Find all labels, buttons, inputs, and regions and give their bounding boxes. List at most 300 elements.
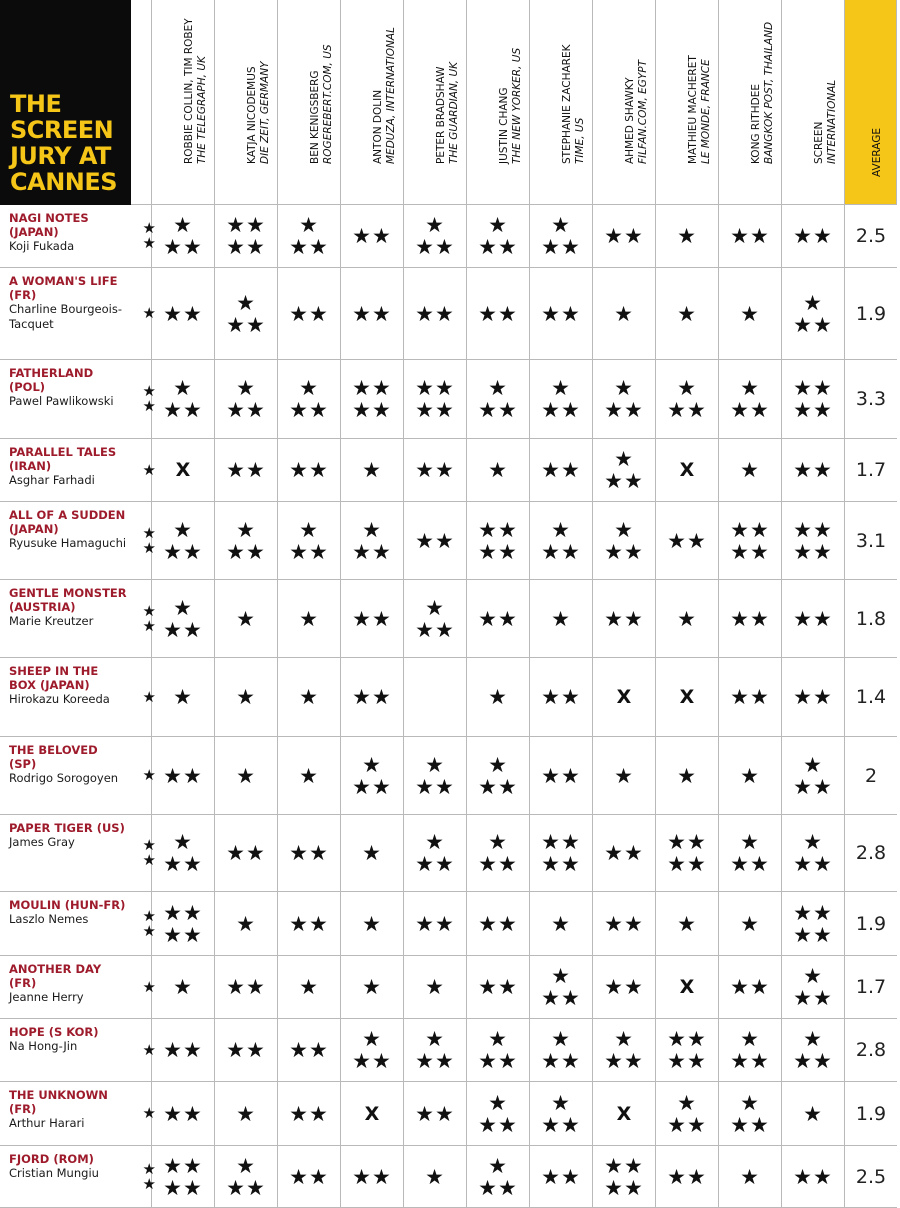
star-icon: ★ [624, 539, 644, 564]
rating-cell [719, 360, 782, 439]
film-label [0, 1082, 131, 1146]
star-icon: ★ [372, 539, 392, 564]
star-row [793, 686, 833, 708]
star-rating [226, 1039, 266, 1061]
star-icon: ★ [687, 852, 707, 876]
star-row [730, 853, 770, 875]
film-director: Rodrigo Sorogoyen [9, 771, 119, 785]
film-title: PAPER TIGER (US) [9, 821, 125, 835]
star-icon: ★ [677, 376, 697, 400]
star-rating [478, 377, 518, 421]
star-icon: ★ [142, 538, 156, 557]
star-icon: ★ [561, 458, 581, 482]
rating-cell [782, 815, 845, 892]
star-row [299, 686, 319, 708]
star-row [299, 519, 319, 541]
star-icon: ★ [793, 1164, 813, 1189]
rating-cell [278, 658, 341, 737]
star-icon: ★ [793, 376, 813, 400]
rating-cell [656, 956, 719, 1019]
rating-cell [593, 268, 656, 360]
average-label [871, 128, 884, 177]
film-title: ANOTHER DAY (FR) [9, 962, 102, 990]
star-row [163, 1103, 203, 1125]
star-icon: ★ [352, 539, 372, 564]
cropped-column-cell [131, 658, 156, 737]
rating-cell [152, 892, 215, 956]
film-director: Arthur Harari [9, 1116, 85, 1130]
star-icon: ★ [478, 1112, 498, 1137]
jury-title-block [0, 0, 131, 205]
star-row [551, 1028, 571, 1050]
star-row [362, 913, 382, 935]
rating-cell [593, 360, 656, 439]
star-icon: ★ [677, 1090, 697, 1115]
star-row [803, 831, 823, 853]
rating-cell [656, 737, 719, 815]
star-icon: ★ [478, 539, 498, 564]
star-rating [352, 303, 392, 325]
rating-cell [404, 580, 467, 658]
star-icon: ★ [435, 774, 455, 799]
star-icon: ★ [163, 1153, 183, 1178]
star-icon: ★ [793, 685, 813, 709]
star-icon: ★ [415, 301, 435, 326]
star-rating [730, 608, 770, 630]
star-row [740, 831, 760, 853]
star-rating [677, 608, 697, 630]
rating-cell [467, 502, 530, 580]
rating-cell [593, 815, 656, 892]
critic-header [152, 0, 215, 205]
average-cell: 1.9 [845, 268, 897, 360]
star-rating [541, 303, 581, 325]
star-rating [289, 842, 329, 864]
star-icon: ★ [425, 213, 445, 237]
star-icon: ★ [667, 830, 687, 854]
star-row [614, 303, 634, 325]
rating-cell [152, 205, 215, 268]
star-icon: ★ [183, 763, 203, 788]
critic-outlet: MEDUZA, INTERNATIONAL [385, 27, 397, 164]
star-row [551, 1092, 571, 1114]
star-row [740, 1092, 760, 1114]
star-icon: ★ [813, 774, 833, 799]
star-icon: ★ [183, 922, 203, 947]
rating-cell [341, 737, 404, 815]
star-rating [299, 686, 319, 708]
star-row [415, 1050, 455, 1072]
star-row [163, 1177, 203, 1199]
cropped-column-cell [131, 815, 156, 892]
star-row [163, 924, 203, 946]
star-icon: ★ [677, 606, 697, 631]
star-row [793, 776, 833, 798]
star-row [604, 541, 644, 563]
star-icon: ★ [488, 376, 508, 400]
star-icon: ★ [740, 301, 760, 326]
star-icon: ★ [667, 1164, 687, 1189]
star-rating [173, 976, 193, 998]
rating-cell [467, 205, 530, 268]
star-rating [677, 765, 697, 787]
x-mark-icon: X [679, 976, 695, 998]
star-rating [415, 459, 455, 481]
star-icon: ★ [163, 617, 183, 642]
film-director: Pawel Pawlikowski [9, 394, 114, 408]
critic-outlet: THE NEW YORKER, US [511, 47, 523, 164]
star-rating [793, 292, 833, 336]
star-row [226, 459, 266, 481]
star-icon: ★ [435, 1101, 455, 1126]
star-icon: ★ [142, 977, 156, 996]
rating-cell [656, 205, 719, 268]
star-icon: ★ [667, 1027, 687, 1051]
rating-cell [215, 1082, 278, 1146]
star-icon: ★ [561, 301, 581, 326]
rating-cell [593, 658, 656, 737]
star-icon: ★ [561, 986, 581, 1010]
star-row [730, 1114, 770, 1136]
star-icon: ★ [793, 606, 813, 631]
star-icon: ★ [183, 539, 203, 564]
rating-cell [719, 502, 782, 580]
star-icon: ★ [740, 1027, 760, 1051]
critic-outlet: ROGEREBERT.COM, US [322, 44, 334, 164]
rating-cell [719, 580, 782, 658]
star-row [478, 913, 518, 935]
rating-cell [782, 580, 845, 658]
star-icon: ★ [687, 398, 707, 422]
rating-cell [530, 892, 593, 956]
star-icon: ★ [624, 1175, 644, 1200]
star-row [226, 976, 266, 998]
star-rating [478, 913, 518, 935]
star-row [793, 902, 833, 924]
star-icon: ★ [246, 235, 266, 259]
star-icon: ★ [142, 1040, 156, 1059]
film-title: FATHERLAND (POL) [9, 366, 94, 394]
cropped-column-cell [131, 205, 156, 268]
critic-header [215, 0, 278, 205]
star-row [425, 597, 445, 619]
star-row [604, 1177, 644, 1199]
critic-label [498, 48, 524, 164]
star-rating [415, 214, 455, 258]
critic-header [278, 0, 341, 205]
star-rating [730, 1028, 770, 1072]
star-icon: ★ [163, 539, 183, 564]
star-row [236, 913, 256, 935]
star-rating [236, 686, 256, 708]
star-row [478, 303, 518, 325]
star-icon: ★ [299, 606, 319, 631]
star-row [299, 976, 319, 998]
star-icon: ★ [183, 235, 203, 259]
star-icon: ★ [289, 911, 309, 936]
star-rating [415, 1028, 455, 1072]
rating-cell [467, 1019, 530, 1082]
critic-header [593, 0, 656, 205]
film-title: MOULIN (HUN-FR) [9, 898, 126, 912]
star-row [488, 214, 508, 236]
star-rating [352, 1028, 392, 1072]
star-rating [740, 765, 760, 787]
star-icon: ★ [624, 469, 644, 493]
star-row [604, 225, 644, 247]
star-icon: ★ [362, 517, 382, 542]
rating-cell [467, 815, 530, 892]
cropped-column-cell [131, 439, 156, 502]
star-row [677, 377, 697, 399]
star-rating [362, 459, 382, 481]
rating-cell [404, 892, 467, 956]
star-rating [289, 1166, 329, 1188]
star-icon: ★ [289, 398, 309, 422]
rating-cell [656, 268, 719, 360]
star-icon: ★ [246, 1038, 266, 1062]
film-label [0, 658, 131, 737]
star-icon: ★ [667, 1049, 687, 1073]
star-icon: ★ [362, 841, 382, 865]
star-icon: ★ [478, 911, 498, 936]
star-row [740, 377, 760, 399]
star-icon: ★ [362, 975, 382, 999]
star-rating [793, 831, 833, 875]
rating-cell [593, 737, 656, 815]
star-icon: ★ [813, 900, 833, 925]
film-director: Laszlo Nemes [9, 912, 89, 926]
rating-cell [215, 360, 278, 439]
star-rating [478, 303, 518, 325]
rating-cell [467, 956, 530, 1019]
star-rating [604, 377, 644, 421]
star-row [415, 303, 455, 325]
critic-name: ANTON DOLIN [372, 89, 384, 164]
star-icon: ★ [226, 975, 246, 999]
star-icon: ★ [352, 685, 372, 709]
star-icon: ★ [236, 290, 256, 315]
star-row [740, 913, 760, 935]
star-icon: ★ [163, 398, 183, 422]
rating-cell [215, 658, 278, 737]
star-icon: ★ [309, 235, 329, 259]
x-mark-icon: X [616, 1102, 632, 1125]
critic-header [404, 0, 467, 205]
star-icon: ★ [425, 752, 445, 777]
rating-cell [341, 268, 404, 360]
star-icon: ★ [372, 301, 392, 326]
star-icon: ★ [478, 975, 498, 999]
star-icon: ★ [309, 301, 329, 326]
star-icon: ★ [478, 1049, 498, 1073]
star-rating [236, 765, 256, 787]
rating-cell [467, 737, 530, 815]
star-row [667, 831, 707, 853]
critic-header [719, 0, 782, 205]
star-rating [730, 976, 770, 998]
star-row [163, 303, 203, 325]
star-icon: ★ [309, 1038, 329, 1062]
rating-cell [593, 1082, 656, 1146]
star-icon: ★ [372, 774, 392, 799]
star-icon: ★ [803, 1101, 823, 1126]
star-icon: ★ [541, 763, 561, 788]
rating-cell [215, 956, 278, 1019]
star-icon: ★ [309, 398, 329, 422]
star-rating [541, 519, 581, 563]
star-row [667, 399, 707, 421]
star-row [604, 399, 644, 421]
star-icon: ★ [236, 685, 256, 709]
star-icon: ★ [813, 1164, 833, 1189]
star-row [803, 292, 823, 314]
rating-cell [404, 1146, 467, 1208]
star-icon: ★ [362, 752, 382, 777]
rating-cell [782, 658, 845, 737]
star-icon: ★ [793, 852, 813, 876]
rating-cell [530, 1146, 593, 1208]
star-icon: ★ [435, 1049, 455, 1073]
star-row [793, 541, 833, 563]
star-rating [226, 214, 266, 258]
star-row [226, 842, 266, 864]
star-row [604, 913, 644, 935]
rating-cell [719, 658, 782, 737]
star-icon: ★ [813, 1049, 833, 1073]
rating-cell [152, 580, 215, 658]
star-rating [730, 519, 770, 563]
star-icon: ★ [299, 517, 319, 542]
critic-label [561, 45, 587, 164]
critic-label [813, 80, 839, 164]
rating-cell [215, 502, 278, 580]
rating-cell [278, 737, 341, 815]
star-row [488, 377, 508, 399]
star-row [541, 399, 581, 421]
star-row [677, 303, 697, 325]
star-icon: ★ [740, 763, 760, 788]
critic-name: STEPHANIE ZACHAREK [561, 44, 573, 164]
star-icon: ★ [362, 458, 382, 482]
star-row [478, 976, 518, 998]
rating-cell [404, 737, 467, 815]
star-row [362, 519, 382, 541]
star-icon: ★ [289, 1164, 309, 1189]
star-rating [289, 459, 329, 481]
star-row [236, 608, 256, 630]
star-rating [163, 1103, 203, 1125]
star-icon: ★ [561, 852, 581, 876]
star-icon: ★ [614, 301, 634, 326]
star-icon: ★ [142, 1159, 156, 1178]
star-icon: ★ [561, 398, 581, 422]
star-rating [362, 976, 382, 998]
star-rating [289, 214, 329, 258]
star-icon: ★ [236, 1153, 256, 1178]
star-row [352, 776, 392, 798]
star-rating [793, 965, 833, 1009]
cropped-column-cell [131, 956, 156, 1019]
rating-cell [467, 580, 530, 658]
star-row [289, 541, 329, 563]
star-icon: ★ [415, 1049, 435, 1073]
star-row [352, 686, 392, 708]
star-icon: ★ [488, 1027, 508, 1051]
star-rating [415, 377, 455, 421]
star-row [163, 399, 203, 421]
star-row [163, 1039, 203, 1061]
star-icon: ★ [551, 911, 571, 936]
star-icon: ★ [750, 606, 770, 631]
star-icon: ★ [435, 235, 455, 259]
star-icon: ★ [687, 528, 707, 553]
rating-cell [278, 205, 341, 268]
star-icon: ★ [236, 606, 256, 631]
star-rating [163, 1039, 203, 1061]
star-row [541, 987, 581, 1009]
star-row [488, 831, 508, 853]
star-row [740, 1028, 760, 1050]
rating-cell [152, 360, 215, 439]
star-row [551, 965, 571, 987]
star-icon: ★ [803, 830, 823, 854]
star-row [415, 236, 455, 258]
star-icon: ★ [236, 517, 256, 542]
star-icon: ★ [352, 398, 372, 422]
star-icon: ★ [142, 836, 156, 854]
star-icon: ★ [163, 900, 183, 925]
star-row [425, 831, 445, 853]
star-row [163, 236, 203, 258]
star-icon: ★ [677, 763, 697, 788]
star-row [415, 619, 455, 641]
star-row [730, 225, 770, 247]
star-icon: ★ [425, 1027, 445, 1051]
star-row [478, 776, 518, 798]
star-icon: ★ [372, 376, 392, 400]
star-row [173, 214, 193, 236]
star-icon: ★ [478, 398, 498, 422]
critic-name: KATJA NICODEMUS [246, 66, 258, 164]
star-icon: ★ [289, 235, 309, 259]
star-rating [299, 765, 319, 787]
star-icon: ★ [372, 685, 392, 709]
rating-cell [404, 1019, 467, 1082]
star-rating [226, 976, 266, 998]
star-row [362, 459, 382, 481]
rating-cell [719, 892, 782, 956]
average-cell: 2 [845, 737, 897, 815]
star-icon: ★ [299, 685, 319, 709]
star-icon: ★ [561, 763, 581, 788]
rating-cell [152, 1146, 215, 1208]
star-icon: ★ [163, 763, 183, 788]
rating-cell [152, 1019, 215, 1082]
star-icon: ★ [687, 1112, 707, 1137]
star-icon: ★ [309, 1164, 329, 1189]
average-cell: 2.8 [845, 1019, 897, 1082]
rating-cell [467, 658, 530, 737]
star-icon: ★ [813, 312, 833, 337]
star-icon: ★ [498, 539, 518, 564]
star-rating [415, 530, 455, 552]
average-cell: 1.4 [845, 658, 897, 737]
star-row [163, 619, 203, 641]
star-row [478, 853, 518, 875]
star-rating [163, 831, 203, 875]
star-row [677, 1092, 697, 1114]
